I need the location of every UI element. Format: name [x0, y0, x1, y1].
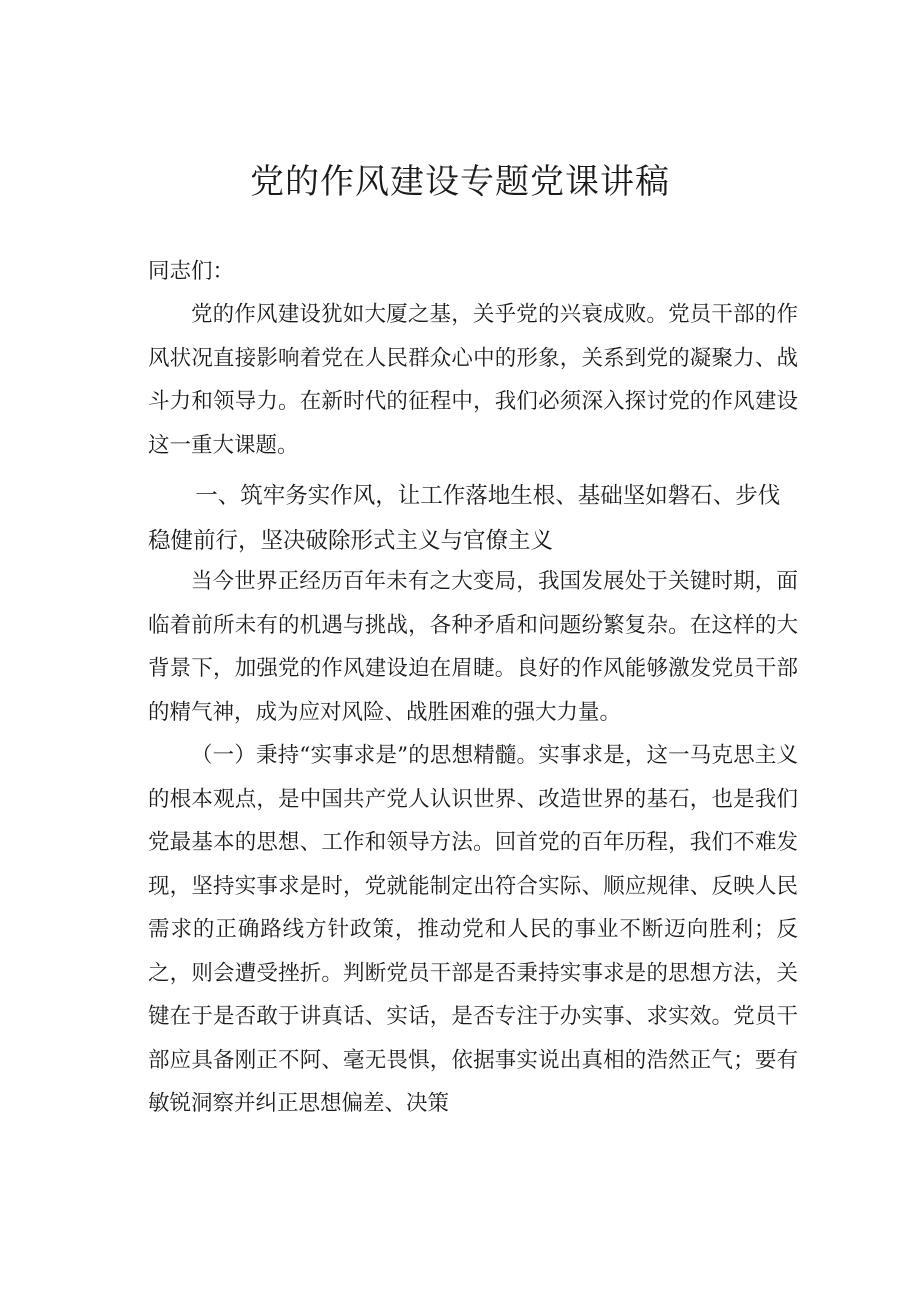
body-paragraph-2: 当今世界正经历百年未有之大变局，我国发展处于关键时期，面临着前所未有的机遇与挑战，各种矛盾和问题纷繁复杂。在这样的大背景下，加强党的作风建设迫在眉睫。良好的作风能够激发党员干部的精气神，成为应对风险、战胜困难的强大力量。 — [148, 569, 798, 725]
section-heading-1: 一、筑牢务实作风，让工作落地生根、基础坚如磐石、步伐稳健前行，坚决破除形式主义与官僚主义 — [148, 483, 781, 554]
body-paragraph-3: （一）秉持“实事求是”的思想精髓。实事求是，这一马克思主义的根本观点，是中国共产党人认识世界、改造世界的基石，也是我们党最基本的思想、工作和领导方法。回首党的百年历程，我们不难发现，坚持实事求是时，党就能制定出符合实际、顺应规律、反映人民需求的正确路线方针政策，推动党和人民的事业不断迈向胜利；反之，则会遭受挫折。判断党员干部是否秉持实事求是的思想方法，关键在于是否敢于讲真话、实话，是否专注于办实事、求实效。党员干部应具备刚正不阿、毫无畏惧，依据事实说出真相的浩然正气；要有敏锐洞察并纠正思想偏差、决策 — [148, 743, 798, 1116]
document-title: 党的作风建设专题党课讲稿 — [250, 162, 670, 202]
intro-paragraph: 党的作风建设犹如大厦之基，关乎党的兴衰成败。党员干部的作风状况直接影响着党在人民群众心中的形象，关系到党的凝聚力、战斗力和领导力。在新时代的征程中，我们必须深入探讨党的作风建设这一重大课题。 — [148, 302, 798, 458]
salutation: 同志们： — [148, 259, 235, 284]
